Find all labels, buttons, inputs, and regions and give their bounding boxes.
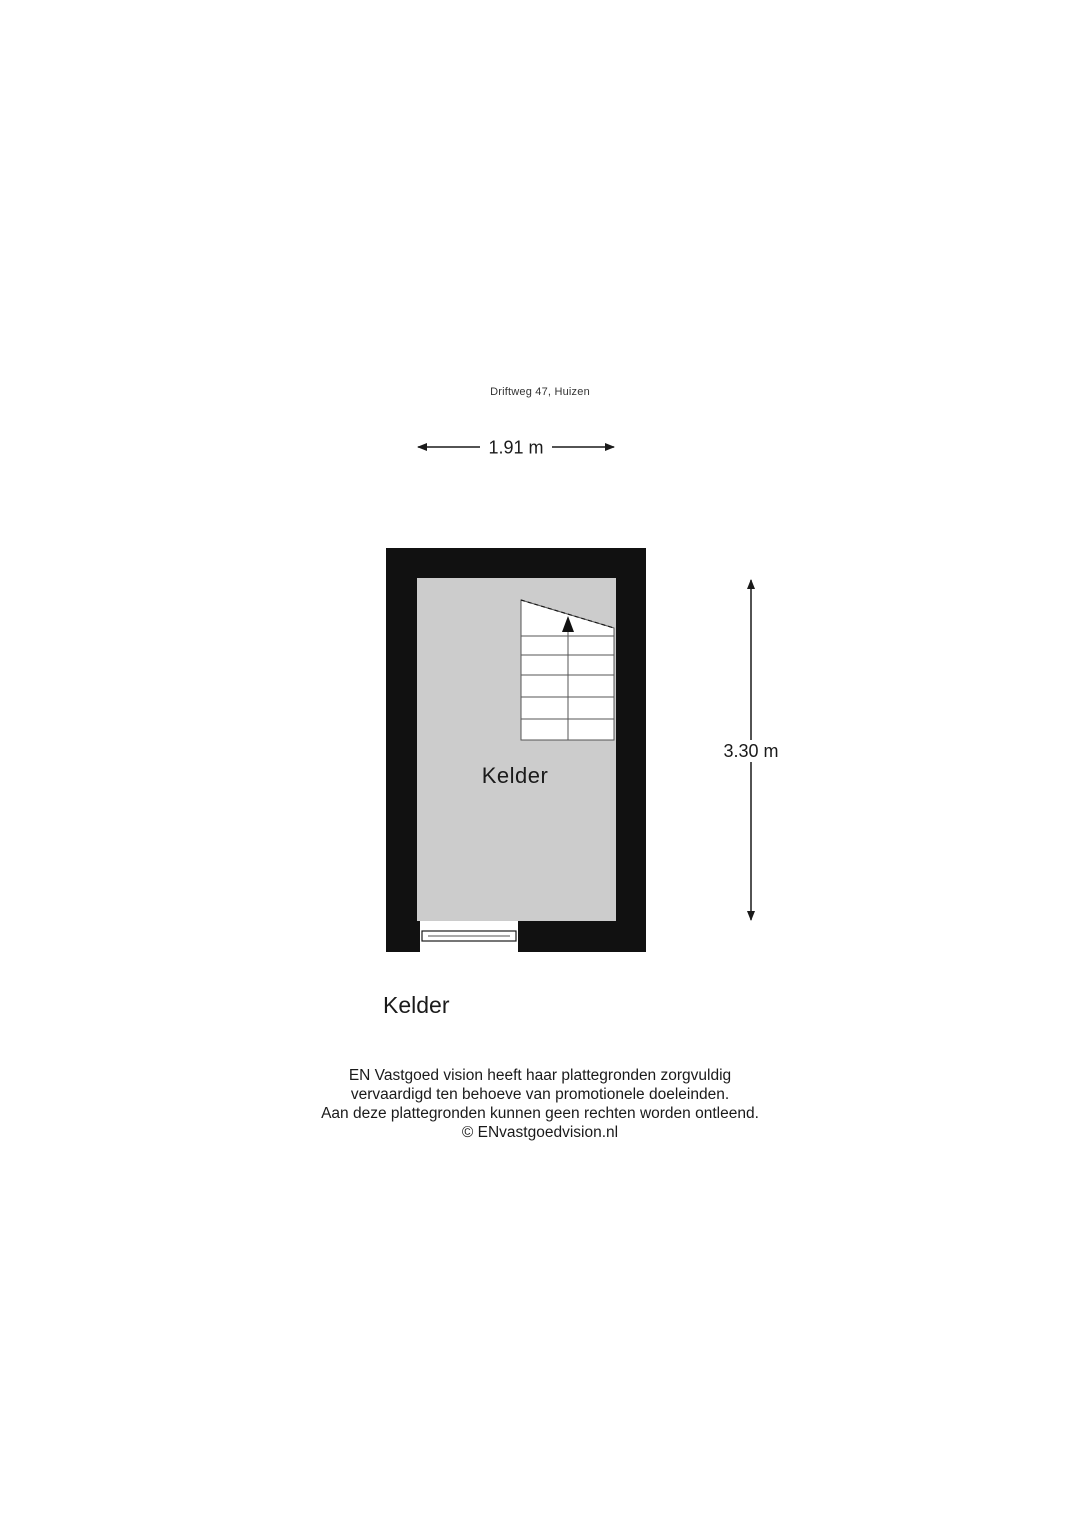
disclaimer-line: vervaardigd ten behoeve van promotionele doeleinden. xyxy=(350,1086,730,1103)
room-label: Kelder xyxy=(481,763,549,788)
disclaimer-line: EN Vastgoed vision heeft haar plattegronden zorgvuldig xyxy=(348,1067,732,1084)
depth-dimension xyxy=(716,580,786,920)
door-opening xyxy=(420,921,518,952)
depth-dimension-label: 3.30 m xyxy=(723,741,779,761)
copyright-line: © ENvastgoedvision.nl xyxy=(461,1124,619,1141)
width-dimension-label: 1.91 m xyxy=(488,437,544,458)
address-label: Driftweg 47, Huizen xyxy=(490,386,590,398)
disclaimer-line: Aan deze plattegronden kunnen geen rechten worden ontleend. xyxy=(321,1105,759,1122)
floor-name: Kelder xyxy=(383,992,450,1018)
disclaimer xyxy=(0,1066,1080,1142)
width-dimension xyxy=(418,438,614,458)
